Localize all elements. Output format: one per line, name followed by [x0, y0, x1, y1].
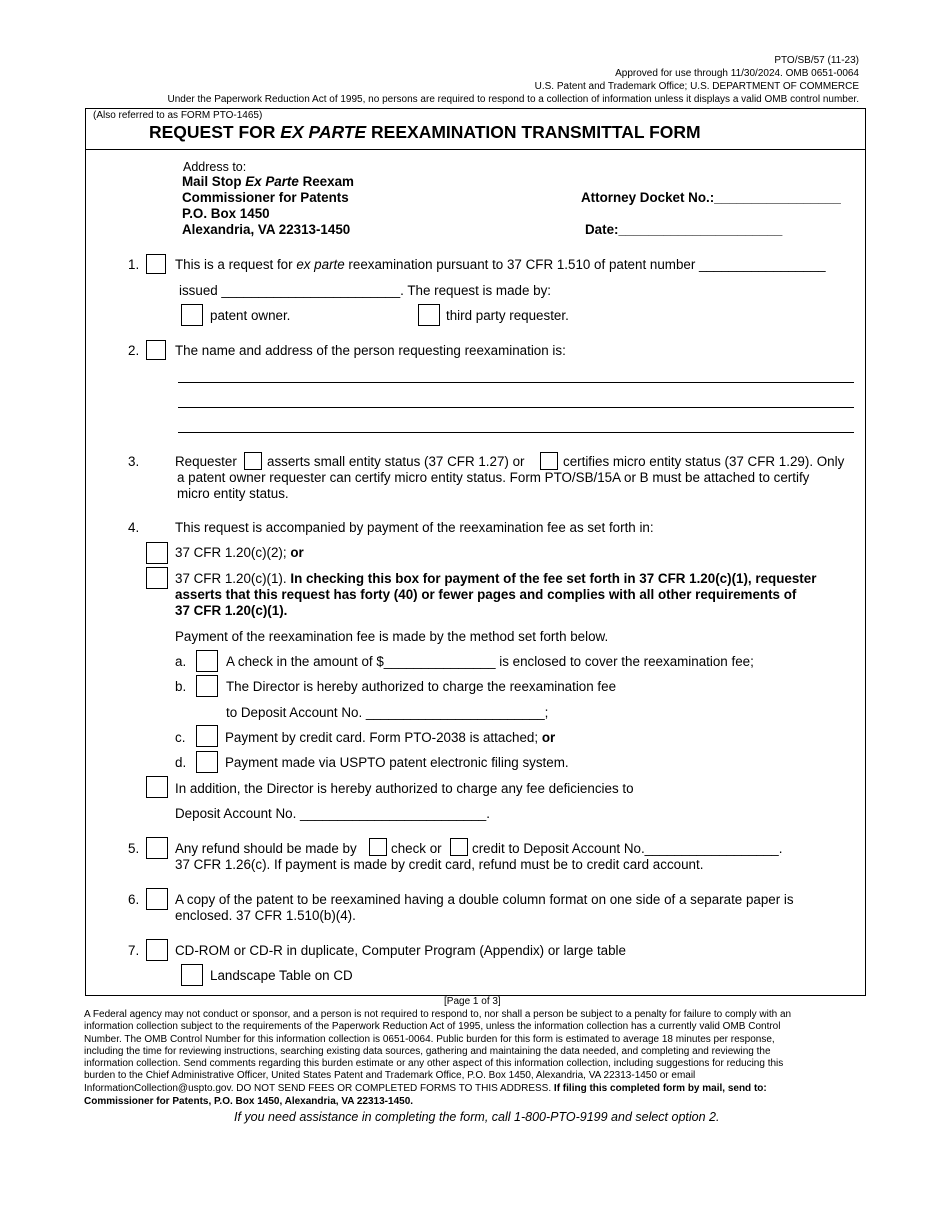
address-line: Alexandria, VA 22313-1450 — [182, 222, 351, 237]
burden-line: information collection subject to the requirements of the Paperwork Reduction Act of 1995, unless the information collection has a currently valid OMB Control — [84, 1021, 781, 1033]
deposit-account-field[interactable]: to Deposit Account No. ________________________; — [226, 705, 549, 720]
fee-c2-label: 37 CFR 1.20(c)(2); or — [175, 545, 304, 560]
form-title: REQUEST FOR EX PARTE REEXAMINATION TRANSMITTAL FORM — [149, 122, 701, 142]
address-label: Address to: — [183, 160, 247, 174]
option-letter: a. — [175, 654, 187, 669]
payment-credit-label: Payment by credit card. Form PTO-2038 is attached; or — [225, 730, 556, 745]
fee-deficiency-label: In addition, the Director is hereby authorized to charge any fee deficiencies to — [175, 781, 634, 796]
fee-deficiency-checkbox[interactable] — [146, 776, 168, 798]
address-line: P.O. Box 1450 — [182, 206, 270, 221]
third-party-checkbox[interactable] — [418, 304, 440, 326]
item-number: 3. — [128, 454, 140, 469]
item1-checkbox[interactable] — [146, 254, 166, 274]
payment-method-intro: Payment of the reexamination fee is made by the method set forth below. — [175, 629, 609, 644]
page-indicator: [Page 1 of 3] — [444, 996, 501, 1007]
address-line: Commissioner for Patents — [182, 190, 349, 205]
issued-field[interactable]: issued ________________________. The request is made by: — [179, 283, 552, 298]
burden-line: information collection. Send comments regarding this burden estimate or any other aspect of this information collection, including suggestions for reducing this — [84, 1058, 784, 1070]
burden-line: burden to the Chief Administrative Officer, United States Patent and Trademark Office, P.O. Box 1450, Alexandria, VA 22313-1450 or email — [84, 1070, 696, 1082]
item-number: 4. — [128, 520, 140, 535]
mail-stop: Mail Stop Ex Parte Reexam — [182, 174, 354, 189]
refund-check-label: check or — [391, 841, 442, 856]
approval-notice: Approved for use through 11/30/2024. OMB 0651-0064 — [615, 68, 859, 79]
form-number: PTO/SB/57 (11-23) — [774, 55, 859, 66]
refund-credit-checkbox[interactable] — [450, 838, 468, 856]
item-number: 6. — [128, 892, 140, 907]
item-number: 7. — [128, 943, 140, 958]
mail-to-address: Commissioner for Patents, P.O. Box 1450, Alexandria, VA 22313-1450. — [84, 1096, 414, 1107]
burden-line: Number. The OMB Control Number for this information collection is 0651-0064. Public burden for this form is estimated to average 18 minutes per response, — [84, 1033, 775, 1045]
item4-intro: This request is accompanied by payment of the reexamination fee as set forth in: — [175, 520, 654, 535]
patent-owner-label: patent owner. — [210, 308, 291, 323]
payment-deposit-label: The Director is hereby authorized to charge the reexamination fee — [226, 679, 617, 694]
fee-c1-label: 37 CFR 1.20(c)(1). In checking this box for payment of the fee set forth in 37 CFR 1.20(c)(1), requester — [175, 571, 817, 586]
refund-check-checkbox[interactable] — [369, 838, 387, 856]
fee-c2-checkbox[interactable] — [146, 542, 168, 564]
also-referred: (Also referred to as FORM PTO-1465) — [93, 110, 263, 121]
fee-c1-label: 37 CFR 1.20(c)(1). — [175, 603, 288, 618]
fee-c1-checkbox[interactable] — [146, 567, 168, 589]
assistance-line: If you need assistance in completing the form, call 1-800-PTO-9199 and select option 2. — [234, 1110, 720, 1124]
item5-text: 37 CFR 1.26(c). If payment is made by credit card, refund must be to credit card account. — [175, 857, 704, 872]
requester-address-line[interactable] — [178, 432, 854, 433]
item-number: 2. — [128, 343, 140, 358]
requester-label: Requester — [175, 454, 237, 469]
date-field[interactable]: Date:______________________ — [585, 222, 783, 237]
option-letter: c. — [175, 730, 186, 745]
small-entity-label: asserts small entity status (37 CFR 1.27) or — [267, 454, 525, 469]
item-number: 1. — [128, 257, 140, 272]
burden-line: including the time for reviewing instructions, searching existing data sources, gathering and maintaining the data needed, and completing and reviewing the — [84, 1045, 771, 1057]
payment-credit-checkbox[interactable] — [196, 725, 218, 747]
landscape-table-label: Landscape Table on CD — [210, 968, 353, 983]
burden-statement — [84, 1009, 791, 1083]
item6-checkbox[interactable] — [146, 888, 168, 910]
item2-text: The name and address of the person requesting reexamination is: — [175, 343, 566, 358]
requester-address-line[interactable] — [178, 407, 854, 408]
attorney-docket-field[interactable]: Attorney Docket No.:_________________ — [581, 190, 841, 205]
payment-deposit-checkbox[interactable] — [196, 675, 218, 697]
agency-name: U.S. Patent and Trademark Office; U.S. DEPARTMENT OF COMMERCE — [534, 81, 859, 92]
item6-text: enclosed. 37 CFR 1.510(b)(4). — [175, 908, 356, 923]
item3-text: micro entity status. — [177, 486, 289, 501]
item3-text: a patent owner requester can certify micro entity status. Form PTO/SB/15A or B must be attached to certify — [177, 470, 810, 485]
requester-address-line[interactable] — [178, 382, 854, 383]
landscape-table-checkbox[interactable] — [181, 964, 203, 986]
deficiency-account-field[interactable]: Deposit Account No. _________________________. — [175, 806, 490, 821]
item5-checkbox[interactable] — [146, 837, 168, 859]
micro-entity-checkbox[interactable] — [540, 452, 558, 470]
refund-label: Any refund should be made by — [175, 841, 357, 856]
payment-efs-label: Payment made via USPTO patent electronic filing system. — [225, 755, 569, 770]
paperwork-notice: Under the Paperwork Reduction Act of 1995, no persons are required to respond to a collection of information unless it displays a valid OMB control number. — [167, 94, 859, 105]
item1-text: This is a request for ex parte reexamination pursuant to 37 CFR 1.510 of patent number _________________ — [175, 257, 826, 272]
item7-checkbox[interactable] — [146, 939, 168, 961]
item2-checkbox[interactable] — [146, 340, 166, 360]
burden-line: A Federal agency may not conduct or sponsor, and a person is not required to respond to, nor shall a person be subject to a penalty for failure to comply with an — [84, 1009, 792, 1020]
patent-owner-checkbox[interactable] — [181, 304, 203, 326]
payment-check-label: A check in the amount of $_______________ is enclosed to cover the reexamination fee; — [226, 654, 754, 669]
small-entity-checkbox[interactable] — [244, 452, 262, 470]
third-party-label: third party requester. — [446, 308, 569, 323]
refund-credit-label: credit to Deposit Account No.__________________. — [472, 841, 783, 856]
option-letter: b. — [175, 679, 187, 694]
title-bar — [86, 109, 865, 150]
item-number: 5. — [128, 841, 140, 856]
item6-text: A copy of the patent to be reexamined having a double column format on one side of a separate paper is — [175, 892, 794, 907]
fee-c1-label: asserts that this request has forty (40) or fewer pages and complies with all other requirements of — [175, 587, 797, 602]
payment-check-checkbox[interactable] — [196, 650, 218, 672]
micro-entity-label: certifies micro entity status (37 CFR 1.29). Only — [563, 454, 845, 469]
item7-text: CD-ROM or CD-R in duplicate, Computer Program (Appendix) or large table — [175, 943, 626, 958]
option-letter: d. — [175, 755, 187, 770]
payment-efs-checkbox[interactable] — [196, 751, 218, 773]
email-line: InformationCollection@uspto.gov. DO NOT SEND FEES OR COMPLETED FORMS TO THIS ADDRESS. If filing this completed form by mail, send to: — [84, 1083, 767, 1094]
